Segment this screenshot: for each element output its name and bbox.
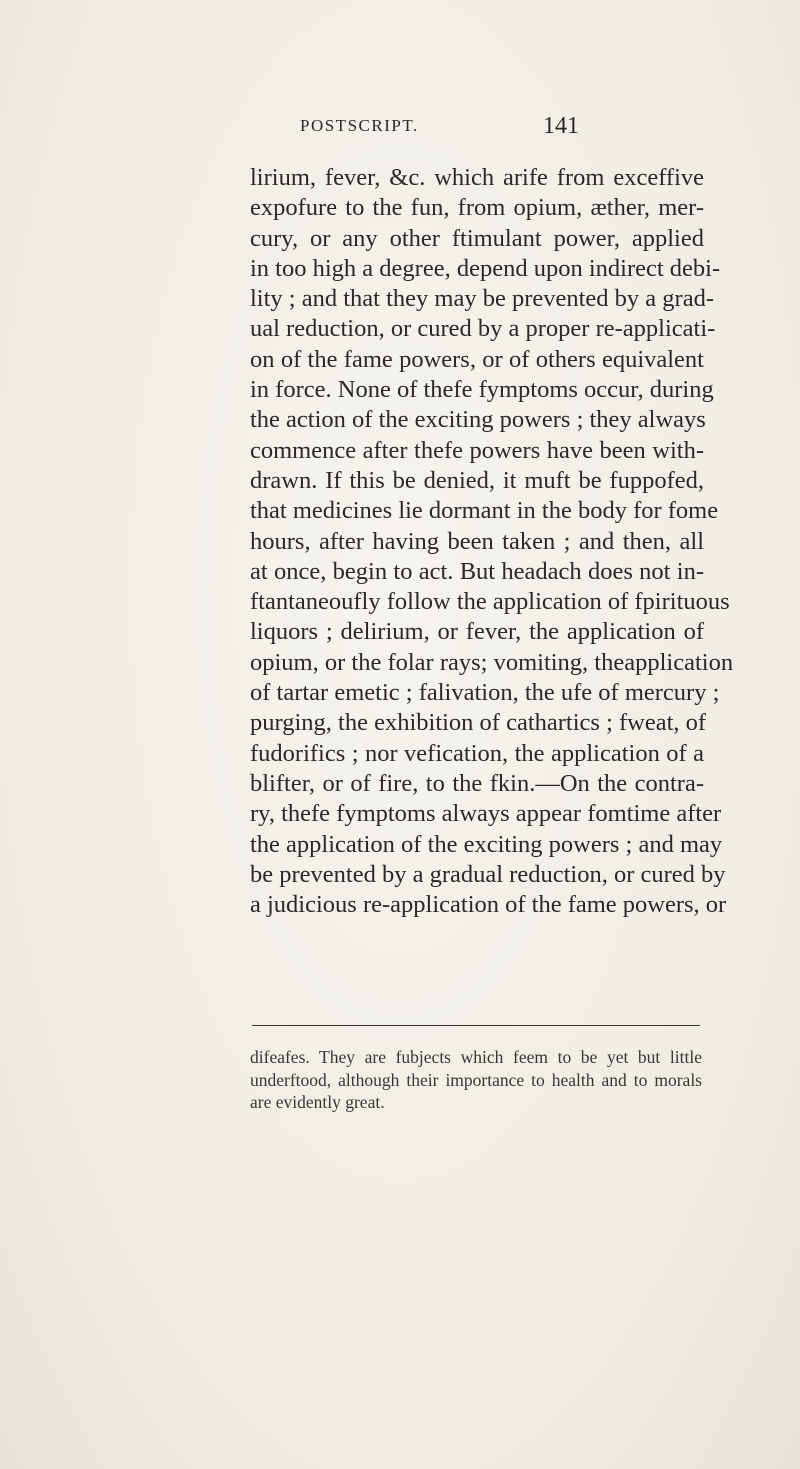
body-line: a judicious re-application of the fame powers, or bbox=[250, 891, 727, 919]
body-line: the action of the exciting powers ; they always bbox=[250, 406, 706, 434]
body-line: on of the fame powers, or of others equivalent bbox=[250, 345, 704, 373]
body-line: lirium, fever, &c. which arife from exceffive bbox=[250, 164, 704, 191]
body-line: that medicines lie dormant in the body for fome bbox=[250, 497, 719, 525]
running-head-title: POSTSCRIPT. bbox=[300, 116, 419, 135]
footnote-line: difeafes. They are fubjects which feem to be yet but little bbox=[250, 1047, 702, 1067]
body-line: expofure to the fun, from opium, æther, mer- bbox=[250, 194, 704, 222]
body-line: purging, the exhibition of cathartics ; fweat, of bbox=[250, 709, 707, 737]
body-line: lity ; and that they may be prevented by a grad- bbox=[250, 285, 714, 313]
body-line: at once, begin to act. But headach does not in- bbox=[250, 557, 704, 585]
body-text bbox=[250, 163, 734, 920]
footnote-rule bbox=[252, 1025, 700, 1026]
body-line: the application of the exciting powers ; and may bbox=[250, 830, 723, 858]
body-line: cury, or any other ftimulant power, applied bbox=[250, 224, 704, 252]
footnote bbox=[250, 1046, 702, 1114]
body-line: drawn. If this be denied, it muft be fuppofed, bbox=[250, 466, 704, 494]
body-line: ry, thefe fymptoms always appear fomtime after bbox=[250, 800, 722, 828]
running-head bbox=[0, 113, 800, 143]
body-line: of tartar emetic ; falivation, the ufe of mercury ; bbox=[250, 679, 720, 707]
body-line: hours, after having been taken ; and then, all bbox=[250, 527, 704, 555]
footnote-line: underftood, although their importance to health and to morals bbox=[250, 1069, 702, 1090]
body-line: liquors ; delirium, or fever, the application of bbox=[250, 618, 704, 646]
footnote-line: are evidently great. bbox=[250, 1092, 385, 1112]
body-line: be prevented by a gradual reduction, or cured by bbox=[250, 860, 726, 888]
body-line: opium, or the folar rays; vomiting, theapplication bbox=[250, 648, 734, 676]
page-number: 141 bbox=[543, 113, 579, 139]
body-line: commence after thefe powers have been with- bbox=[250, 436, 704, 464]
body-line: fudorifics ; nor vefication, the application of a bbox=[250, 739, 704, 767]
body-line: ual reduction, or cured by a proper re-applicati- bbox=[250, 315, 716, 343]
body-line: blifter, or of fire, to the fkin.—On the contra- bbox=[250, 769, 704, 797]
body-line: in force. None of thefe fymptoms occur, during bbox=[250, 376, 714, 404]
body-line: ftantaneoufly follow the application of fpirituous bbox=[250, 588, 730, 616]
body-line: in too high a degree, depend upon indirect debi- bbox=[250, 254, 721, 282]
